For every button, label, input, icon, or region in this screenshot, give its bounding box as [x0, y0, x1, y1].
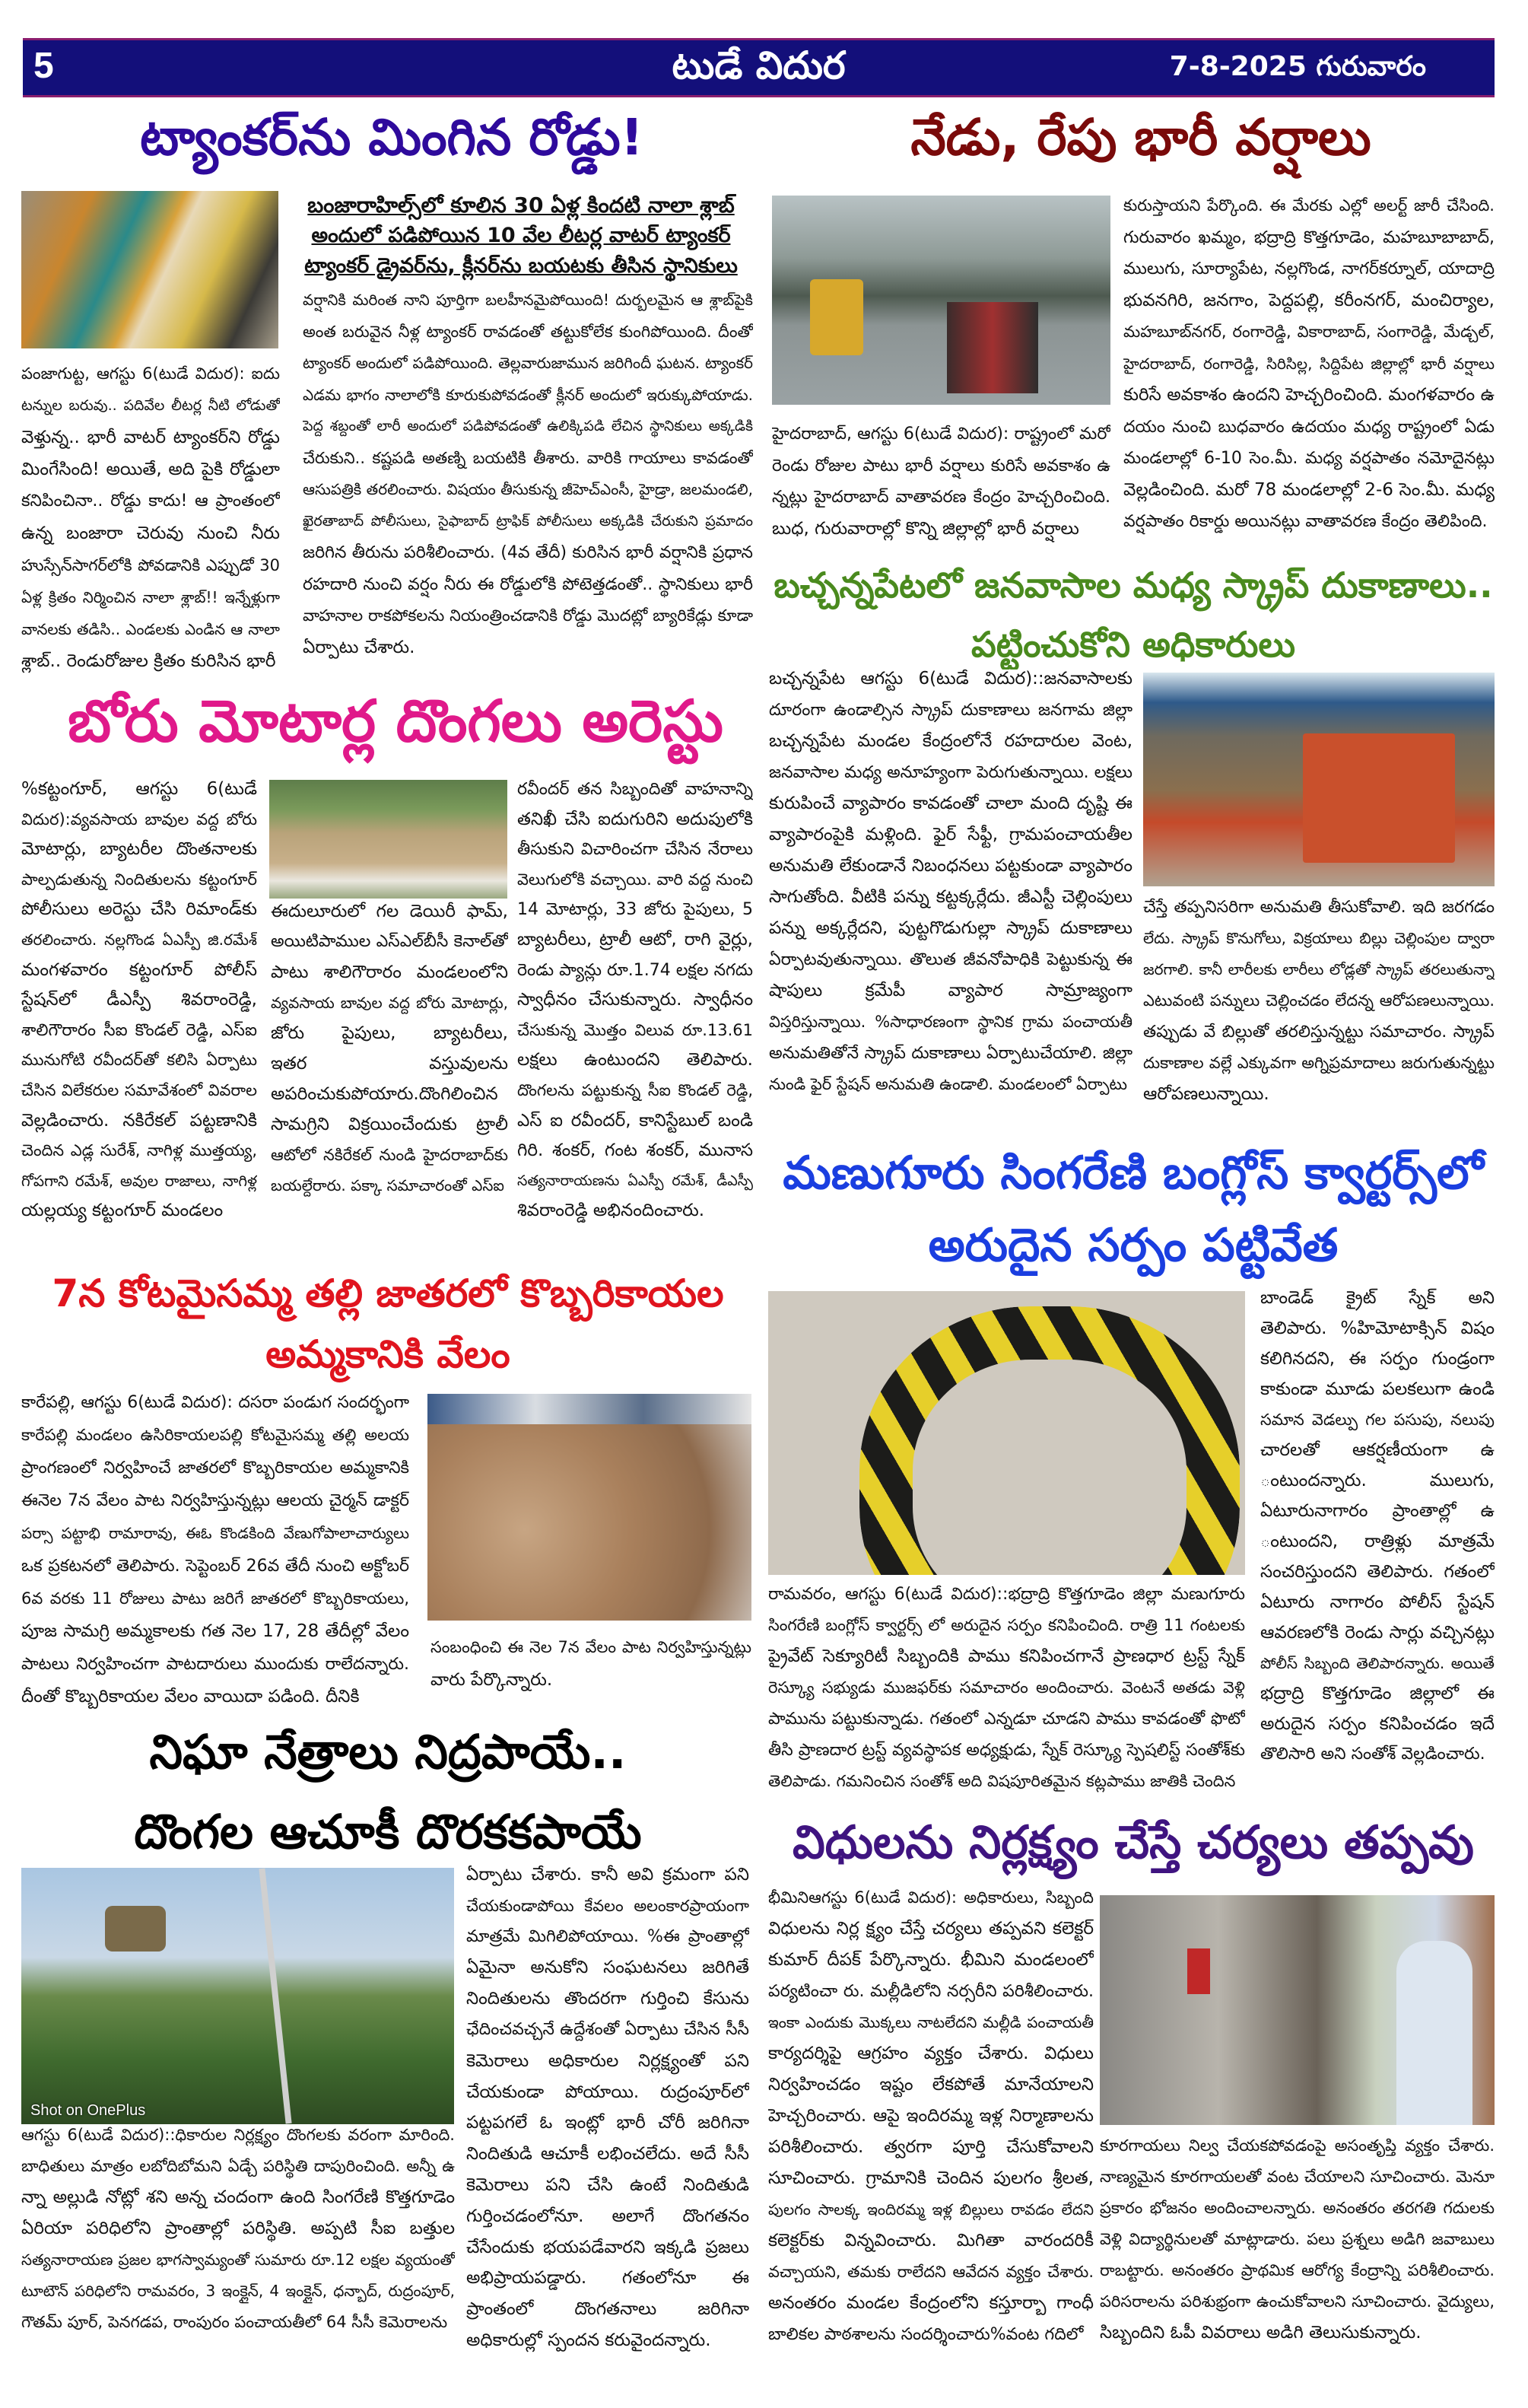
text-line: ఎడమ భాగం నాలాలోకి కూరుకుపోవడంతో క్లీనర్ అందులో ఇరుక్కుపోయాడు.	[303, 385, 753, 404]
text-line: 14 మోటార్లు, 33 జోరు పైపులు, 5	[517, 900, 753, 920]
text-line: చేసేందుకు భయపడేవారని ఇక్కడి ప్రజలు	[466, 2237, 749, 2257]
headline	[768, 1815, 1498, 1879]
text-line: నిందితులను తొందరగా గుర్తించి కేసును	[466, 1989, 749, 2009]
text-line: తెలిపాడు. గమనించిన సంతోశ్ అది విషపూరితమైన కట్లపాము జాతికి చెందిన	[768, 1772, 1236, 1790]
text-line: చేసిన విలేకరుల సమావేశంలో వివరాల	[21, 1080, 257, 1099]
text-line: న్నట్లు హైదరాబాద్ వాతావరణ కేంద్రం హెచ్చరించింది.	[772, 488, 1110, 507]
article-body-right	[303, 285, 753, 663]
text-line: రెస్క్యూ సభ్యుడు ముజఫర్‌కు సమాచారం అందించారు. వెంటనే అతడు వెళ్లి	[768, 1678, 1245, 1697]
text-line: భువనగిరి, జనగాం, పెద్దపల్లి, కరీంనగర్, మంచిర్యాల,	[1123, 290, 1495, 310]
text-line: బాలికల పాఠశాలను సందర్శించారు%వంట గదిలో	[768, 2325, 1084, 2344]
text-line: ఏటూరు నాగారం పోలీస్ స్టేషన్	[1260, 1592, 1495, 1612]
text-line: కార్యదర్శిపై ఆగ్రహం వ్యక్తం చేశారు. విధులు	[768, 2044, 1094, 2063]
text-line: అనుమతితోనే స్క్రాప్ దుకాణాలు ఏర్పాటుచేయాలి. జిల్లా	[769, 1044, 1132, 1063]
text-line: ంటుందన్నారు. ములుగు,	[1260, 1471, 1495, 1490]
text-line: వాహనాల రాకపోకలను నియంత్రించడానికి రోడ్డు మొదట్లో బ్యారికేడ్లు కూడా	[303, 606, 753, 625]
text-line: ఒక ప్రకటనలో తెలిపారు. సెప్టెంబర్ 26వ తేదీ నుంచి అక్టోబర్	[21, 1557, 409, 1576]
scrap-truck-photo	[1143, 673, 1495, 886]
text-line: పర్యటించా రు. మల్లీడిలోని నర్సరీని పరిశీలించారు.	[768, 1982, 1094, 2001]
text-line: హెచ్చరించారు. ఆపై ఇందిరమ్మ ఇళ్ల నిర్మాణాలను	[768, 2106, 1094, 2126]
text-line: ములుగు, సూర్యాపేట, నల్లగొండ, నాగర్‌కర్నూల్, యాదాద్రి	[1123, 259, 1495, 278]
text-line: బ్యాటరీలు, ట్రాలీ ఆటో, రాగి వైర్లు,	[517, 929, 753, 950]
text-line: తప్పుడు వే బిల్లుతో తరలిస్తున్నట్టు సమాచారం. స్క్రాప్	[1143, 1023, 1495, 1042]
text-line: వానలకు తడిసి.. ఎండలకు ఎండిన ఆ నాలా	[21, 620, 280, 638]
text-line: పన్ను అక్కర్లేదని, పుట్టగొడుగుల్లా స్క్రాప్ దుకాణాలు	[769, 918, 1132, 938]
text-line: గిరి. శంకర్, గంట శంకర్, మునాస	[517, 1140, 753, 1161]
text-line: కలిగినదని, ఈ సర్పం గుండ్రంగా	[1260, 1349, 1495, 1369]
headline-line: దొంగల ఆచూకీ దొరకకపాయే	[134, 1804, 642, 1859]
text-line: సూచించారు. గ్రామానికి చెందిన పులగం శ్రీలత,	[768, 2168, 1094, 2188]
text-line: శాలిగౌరారం సీఐ కొండల్ రెడ్డి, ఎస్ఐ	[21, 1020, 257, 1040]
text-line: సంచరిస్తుందని తెలిపారు. గతంలో	[1260, 1562, 1495, 1582]
article-col-2	[271, 896, 508, 1201]
text-line: ఈనెల 7న వేలం పాట నిర్వహిస్తున్నట్లు ఆలయ చైర్మన్ డాక్టర్	[21, 1491, 409, 1510]
text-line: ఏర్పాటు చేశారు. కానీ అవి క్రమంగా పని	[466, 1865, 749, 1885]
text-line: సత్యనారాయణ ప్రజల భాగస్వామ్యంతో సుమారు రూ.12 లక్షల వ్యయంతో	[21, 2251, 455, 2269]
text-line: అనుమతి లేకుండానే నిబంధనలు పట్టకుండా వ్యాపారం	[769, 856, 1132, 876]
text-line: కాకుండా మూడు పలకలుగా ఉండి	[1260, 1379, 1495, 1399]
headline-line: 7న కోటమైసమ్మ తల్లి జాతరలో కొబ్బరికాయల	[52, 1271, 724, 1315]
photo-watermark: Shot on OnePlus	[30, 2102, 146, 2119]
text-line: నిందితుడి ఆచూకీ లభించలేదు. అదే సీసీ	[466, 2144, 749, 2165]
text-line: బచ్చన్నపేట ఆగస్టు 6(టుడే విదుర)::జనవాసాలకు	[769, 669, 1132, 689]
text-line: గురువారం ఖమ్మం, భద్రాద్రి కొత్తగూడెం, మహబూబాబాద్,	[1123, 227, 1495, 247]
text-line: రెండు రోజుల పాటు భారీ వర్షాలు కురిసే అవకాశం ఉ	[772, 456, 1110, 476]
text-line: మింగేసింది! అయితే, అది పైకి రోడ్డులా	[21, 460, 280, 479]
text-line: రాబట్టారు. అనంతరం ప్రాథమిక ఆరోగ్య కేంద్రాన్ని పరిశీలించారు.	[1100, 2261, 1495, 2279]
text-line: చేయకుండా పోయాయి. రుద్రంపూర్‌లో	[466, 2082, 749, 2102]
paper-logo: టుడే విదుర	[672, 43, 846, 87]
text-line: 6వ వరకు 11 రోజులు పాటు జరిగే జాతరలో కొబ్బరికాయలు,	[21, 1589, 409, 1608]
text-line: వెళ్లి విద్యార్థినులతో మాట్లాడారు. పలు ప్రశ్నలు అడిగి జవాబులు	[1100, 2230, 1495, 2248]
text-line: చేయకుండాపోయి కేవలం అలంకారప్రాయంగా	[466, 1896, 749, 1915]
text-line: టన్నుల బరువు.. పదివేల లీటర్ల నీటి లోడుతో	[21, 397, 280, 414]
article-body-below	[772, 418, 1110, 545]
headline	[768, 1137, 1498, 1282]
text-line: గోపగాని రమేశ్, అవుల రాజాలు, నాగిళ్ల	[21, 1171, 257, 1190]
text-line: పరిశీలించారు. త్వరగా పూర్తి చేసుకోవాలని	[768, 2137, 1094, 2157]
headline-line: బచ్చన్నపేటలో జనవాసాల మధ్య స్క్రాప్ దుకాణాలు..	[774, 565, 1493, 606]
text-line: మంగళవారం కట్టంగూర్ పోలీస్	[21, 959, 257, 980]
text-line: పెద్ద శబ్దంతో లారీ అందులో పడిపోవడంతో ఉలిక్కిపడి లేచిన స్థానికులు అక్కడికి	[303, 418, 753, 434]
text-line: రామవరం, ఆగస్టు 6(టుడే విదుర)::భద్రాద్రి కొత్తగూడెం జిల్లా మణుగూరు	[768, 1585, 1245, 1604]
text-line: కురిసే అవకాశం ఉందని హెచ్చరించింది. మంగళవారం ఉ	[1123, 385, 1495, 405]
tanker-photo	[21, 191, 278, 348]
text-line: కూరగాయలు నిల్వ చేయకపోవడంపై అసంతృప్తి వ్యక్తం చేశారు.	[1100, 2136, 1495, 2155]
text-line: స్టేషన్‌లో డీఎస్పీ శివరాంరెడ్డి,	[21, 990, 257, 1010]
text-line: వెల్లడించారు. నకిరేకల్ పట్టణానికి	[21, 1110, 257, 1131]
text-line: ఇతర వస్తువులను	[271, 1054, 508, 1074]
article-body-right	[1123, 190, 1495, 538]
text-line: దయం నుంచి బుధవారం ఉదయం మధ్య రాష్ట్రంలో ఏడు	[1123, 417, 1495, 437]
article-body	[21, 1386, 409, 1713]
cctv-pole-photo	[21, 1868, 454, 2124]
headline	[772, 555, 1495, 670]
text-line: ప్రాంతంలో దొంగతనాలు జరిగినా	[466, 2299, 749, 2320]
text-line: సామగ్రిని విక్రయించేందుకు ట్రాలీ	[271, 1115, 508, 1134]
text-line: ఆగస్టు 6(టుడే విదుర)::ధికారుల నిర్లక్ష్యం దొంగలకు వరంగా మారింది.	[21, 2126, 455, 2144]
headline	[76, 107, 707, 183]
text-line: అధికారుల్లో స్పందన కరువైందన్నారు.	[466, 2330, 711, 2350]
text-line: హుస్సేన్‌సాగర్‌లోకి పోవడానికి ఎప్పుడో 30	[21, 556, 280, 574]
text-line: ఆటోలో నకిరేకల్ నుండి హైదరాబాద్‌కు	[271, 1146, 508, 1164]
text-line: హైదరాబాద్, రంగారెడ్డి, సిరిసిల్ల, సిద్దిపేట జిల్లాల్లో భారీ వర్షాలు	[1123, 354, 1495, 373]
text-line: తనిఖీ చేసి ఐదుగురిని అదుపులోకి	[517, 809, 753, 829]
text-line: అరుదైన సర్పం కనిపించడం ఇదే	[1260, 1714, 1495, 1734]
headline-line: విధులను నిర్లక్ష్యం చేస్తే చర్యలు తప్పవు	[793, 1816, 1474, 1869]
text-line: కుమార్ దీపక్ పేర్కొన్నారు. భీమిని మండలంలో	[768, 1950, 1094, 1970]
page-number: 5	[33, 46, 54, 86]
article-body-left	[21, 358, 280, 677]
text-line: బాండెడ్ క్రైట్ స్నేక్ అని	[1260, 1288, 1495, 1308]
headline-line: అరుదైన సర్పం పట్టివేత	[928, 1219, 1339, 1272]
text-line: రెండు ప్యాన్లు రూ.1.74 లక్షల నగదు	[517, 960, 753, 980]
text-line: బచ్చన్నపేట మండల కేంద్రంలోనే రహదారుల వెంట,	[769, 731, 1132, 751]
text-line: సమాన వెడల్పు గల పసుపు, నలుపు	[1260, 1411, 1495, 1429]
subhead	[304, 190, 738, 282]
text-line: పాటు శాలిగౌరారం మండలంలోని	[271, 962, 508, 982]
text-line: అపరించుకుపోయారు.దొంగిలించిన	[271, 1084, 498, 1104]
text-line: తీసి ప్రాణదార ట్రస్ట్ వ్యవస్థాపక అధ్యక్షుడు, స్నేక్ రెస్క్యూ స్పెషలిస్ట్ సంతోశ్‌కు	[768, 1741, 1245, 1760]
text-line: పట్టపగలే ఓ ఇంట్లో భారీ చోరీ జరిగినా	[466, 2113, 749, 2133]
text-line: విదుర):వ్యవసాయ బావుల వద్ద బోరు	[21, 810, 257, 829]
snake-photo	[768, 1291, 1245, 1575]
text-line: ఏమైనా అనుకోని సంఘటనలు జరిగితే	[466, 1958, 749, 1978]
text-line: ఆరోపణలున్నాయి.	[1143, 1084, 1269, 1104]
text-line: కలెక్టర్‌కు విన్నవించారు. మిగితా వారందరికీ	[768, 2231, 1094, 2251]
text-line: అనంతరం మండల కేంద్రంలోని కస్తూర్బా గాంధీ	[768, 2293, 1094, 2313]
text-line: నాణ్యమైన కూరగాయలతో వంట చేయాలని సూచించారు. మెనూ	[1100, 2168, 1495, 2186]
text-line: మునుగోటి రవీందర్‌తో కలిసి ఏర్పాటు	[21, 1051, 257, 1070]
article-body-right	[466, 1859, 749, 2356]
article-body-below	[21, 2120, 455, 2338]
text-line: కెమెరాలు పని చేసి ఉంటే నిందితుడి	[466, 2174, 749, 2195]
text-line: తరలించారు. నల్లగొండ ఏఎస్పీ జి.రమేశ్	[21, 930, 257, 949]
headline	[23, 1263, 753, 1385]
headline-line: నిఘా నేత్రాలు నిద్రపాయే..	[149, 1724, 627, 1780]
text-line: వర్షానికి మరింత నాని పూర్తిగా బలహీనమైపోయింది! దుర్బలమైన ఆ శ్లాబ్‌పైకి	[303, 291, 753, 309]
text-line: తెలిపారు. %హిమోటాక్సిన్ విషం	[1260, 1319, 1495, 1338]
text-line: రవీందర్ తన సిబ్బందితో వాహనాన్ని	[517, 780, 753, 799]
text-line: చారలతో ఆకర్షణీయంగా ఉ	[1260, 1440, 1495, 1460]
text-line: శ్లాబ్.. రెండురోజుల క్రితం కురిసిన భారీ	[21, 651, 276, 671]
text-line: ప్రకారం భోజనం అందించాలన్నారు. అనంతరం తరగతి గదులకు	[1100, 2199, 1495, 2217]
text-line: జోరు పైపులు, బ్యాటరీలు,	[271, 1023, 508, 1043]
text-line: ఆసుపత్రికి తరలించారు. విషయం తీసుకున్న జీహెచ్ఎంసీ, హైడ్రా, జలమండలి,	[303, 480, 753, 498]
text-line: ంటుందని, రాత్రిళ్లు మాత్రమే	[1260, 1532, 1495, 1551]
text-line: హైదరాబాద్, ఆగస్టు 6(టుడే విదుర): రాష్ట్రంలో మరో	[772, 425, 1110, 444]
text-line: నుండి ఫైర్ స్టేషన్ అనుమతి ఉండాలి. మండలంలో ఏర్పాటు	[769, 1075, 1128, 1093]
text-line: దుకాణాల వల్లే ఎక్కువగా అగ్నిప్రమాదాలు జరుగుతున్నట్టు	[1143, 1054, 1495, 1072]
rain-photo	[772, 196, 1110, 405]
text-line: వెలుగులోకి వచ్చాయి. వారి వద్ద నుంచి	[517, 870, 753, 889]
text-line: జరిగిన తీరును పరిశీలించారు. (4వ తేదీ) కురిసిన భారీ వర్షానికి ప్రధాన	[303, 543, 753, 562]
text-line: సత్యనారాయణను ఏఎస్పీ రమేశ్, డీఎస్పీ	[517, 1172, 753, 1189]
text-line: కనిపించినా.. రోడ్డు కాదు! ఆ ప్రాంతంలో	[21, 491, 280, 511]
text-line: విధులను నిర్ల క్ష్యం చేస్తే చర్యలు తప్పవని కలెక్టర్	[768, 1919, 1094, 1939]
text-line: రహదారి నుంచి వర్షం నీరు ఈ రోడ్డులోకి పోటెత్తడంతో.. స్థానికులు భారీ	[303, 574, 753, 594]
text-line: జనవాసాల మధ్య అనూహ్యంగా పెరుగుతున్నాయి. లక్షలు	[769, 763, 1132, 782]
text-line: ఆవరణలోకి రెండు సార్లు వచ్చినట్లు	[1260, 1623, 1495, 1643]
text-line: కురుస్తాయని పేర్కొంది. ఈ మేరకు ఎల్లో అలర్ట్ జారీ చేసింది.	[1123, 196, 1495, 215]
text-line: చేరుకుని.. కష్టపడి అతణ్ని బయటికి తీశారు. వారికి గాయాలు కావడంతో	[303, 448, 753, 467]
photo-caption	[430, 1631, 751, 1697]
inspection-photo	[1100, 1895, 1495, 2125]
text-line: వర్షపాతం రికార్డు అయినట్లు వాతావరణ కేంద్రం తెలిపింది.	[1123, 512, 1488, 531]
text-line: ఎటువంటి పన్నులు చెల్లించడం లేదన్న ఆరోపణలున్నాయి.	[1143, 991, 1495, 1010]
headline-line: అమ్మకానికి వేలం	[265, 1332, 510, 1376]
text-line: ఏరియా పరిధిలోని ప్రాంతాల్లో పరిస్థితి. అప్పటి సీఐ బత్తుల	[21, 2219, 455, 2238]
text-line: వచ్చాయని, తమకు రాలేదని ఆవేదన వ్యక్తం చేశారు.	[768, 2263, 1094, 2281]
text-line: పంజాగుట్ట, ఆగస్టు 6(టుడే విదుర): ఐదు	[21, 364, 280, 383]
headline-line: మణుగూరు సింగరేణి బంగ్లోస్ క్వార్టర్స్‌లో	[783, 1147, 1484, 1200]
article-body-below	[768, 1579, 1245, 1797]
text-line: న్నా అల్లుడి నోట్లో శని అన్న చందంగా ఉంది సింగరేణి కొత్తగూడెం	[21, 2187, 455, 2207]
text-line: లక్షలు ఉంటుందని తెలిపారు.	[517, 1050, 753, 1070]
text-line: విస్తరిస్తున్నాయి. %సాధారణంగా స్థానిక గ్రామ పంచాయతీ	[769, 1013, 1132, 1031]
text-line: భద్రాద్రి కొత్తగూడెం జిల్లాలో ఈ	[1260, 1684, 1495, 1703]
article-body-below	[1100, 2130, 1495, 2349]
text-line: నిర్వహించడం ఇష్టం లేకపోతే మానేయాలని	[768, 2075, 1094, 2095]
text-line: ప్రాంగణంలో నిర్వహించే జాతరలో కొబ్బరికాయల అమ్మకానికి	[21, 1458, 409, 1478]
text-line: షాపులు క్రమేపీ వ్యాపార సామ్రాజ్యంగా	[769, 981, 1132, 1000]
text-line: పామును పట్టుకున్నాడు. గతంలో ఎన్నడూ చూడని పాము కావడంతో ఫొటో	[768, 1710, 1245, 1729]
text-line: టూటౌన్ పరిధిలోని రామవరం, 3 ఇంక్లైన్, 4 ఇంక్లైన్, ధన్బాద్, రుద్రంపూర్,	[21, 2282, 455, 2300]
text-line: ఉన్న బంజారా చెరువు నుంచి నీరు	[21, 523, 280, 543]
headline	[46, 1712, 730, 1872]
text-line: అభిప్రాయపడ్డారు. గతంలోనూ ఈ	[466, 2268, 749, 2289]
text-line: ఎస్ ఐ రవీందర్, కానిస్టేబుల్ బండి	[517, 1110, 753, 1131]
text-line: వారు పేర్కొన్నారు.	[430, 1670, 553, 1690]
headline-line: నేడు, రేపు భారీ వర్షాలు	[910, 108, 1371, 167]
text-line: పరిసరాలను పరిశుభ్రంగా ఉంచుకోవాలని సూచించారు. వైద్యులు,	[1100, 2292, 1495, 2311]
text-line: స్వాధీనం చేసుకున్నారు. స్వాధీనం	[517, 990, 753, 1010]
issue-date: 7-8-2025 గురువారం	[1169, 51, 1426, 82]
text-line: వ్యవసాయ బావుల వద్ద బోరు మోటార్లు,	[271, 994, 508, 1012]
text-line: ఇంకా ఎందుకు మొక్కలు నాటలేదని మల్లీడి పంచాయతీ	[768, 2013, 1094, 2031]
text-line: బంజారాహిల్స్‌లో కూలిన 30 ఏళ్ల కిందటి నాలా శ్లాబ్	[307, 192, 735, 218]
text-line: బుధ, గురువారాల్లో కొన్ని జిల్లాల్లో భారీ వర్షాలు	[772, 518, 1079, 539]
text-line: గౌతమ్ పూర్, పెనగడప, రాంపురం పంచాయతీలో 64 సీసీ కెమెరాలను	[21, 2313, 448, 2331]
text-line: ఏళ్ల క్రితం నిర్మించిన నాలా శ్లాబ్!! ఇన్నేళ్లుగా	[21, 588, 280, 606]
headline-line: ట్యాంకర్‌ను మింగిన రోడ్డు!	[140, 108, 643, 167]
text-line: ట్యాంకర్ డ్రైవర్‌ను, క్లీనర్‌ను బయటకు తీసిన స్థానికులు	[304, 254, 738, 278]
headline-line: పట్టించుకోని అధికారులు	[971, 624, 1295, 665]
text-line: మహబూబ్‌నగర్, రంగారెడ్డి, వికారాబాద్, సంగారెడ్డి, మేడ్చల్,	[1123, 323, 1495, 341]
text-line: అంత బరువైన నీళ్ల ట్యాంకర్ రావడంతో తట్టుకోలేక కుంగిపోయింది. దీంతో	[303, 322, 753, 341]
text-line: పోలీసులు అరెస్టు చేసి రిమాండ్‌కు	[21, 899, 257, 920]
text-line: మండలాల్లో 6-10 సెం.మీ. మధ్య వర్షపాతం నమోదైనట్లు	[1123, 449, 1495, 468]
text-line: పర్సా పట్టాభి రామారావు, ఈఓ కొండకింది వేణుగోపాలాచార్యులు	[21, 1524, 409, 1542]
text-line: అయిటిపాముల ఎస్ఎల్‌బీసీ కెనాల్‌తో	[271, 932, 508, 951]
text-line: యల్లయ్య కట్టంగూర్ మండలం	[21, 1201, 224, 1221]
text-line: సిబ్బందిని ఓపీ వివరాలు అడిగి తెలుసుకున్నారు.	[1100, 2323, 1422, 2343]
headline	[867, 107, 1415, 183]
text-line: ఏటూరునాగారం ప్రాంతాల్లో ఉ	[1260, 1501, 1495, 1521]
headline	[30, 685, 761, 768]
article-body-right	[1260, 1283, 1495, 1770]
text-line: జరగాలి. కానీ లారీలకు లారీలు లోడ్లతో స్క్రాప్ తరలుతున్నా	[1143, 960, 1495, 978]
text-line: భీమినిఆగస్టు 6(టుడే విదుర): అధికారులు, సిబ్బంది	[768, 1888, 1094, 1907]
masthead	[23, 38, 1495, 97]
text-line: గుర్తించడంలోనూ. అలాగే దొంగతనం	[466, 2206, 749, 2226]
text-line: %కట్టంగూర్, ఆగస్టు 6(టుడే	[21, 779, 257, 799]
coconuts-photo	[427, 1394, 751, 1621]
text-line: లేదు. స్క్రాప్ కొనుగోలు, విక్రయాలు బిల్లు చెల్లింపుల ద్వారా	[1143, 929, 1495, 947]
text-line: దొంగలను పట్టుకున్న సీఐ కొండల్ రెడ్డి,	[517, 1080, 753, 1099]
text-line: దూరంగా ఉండాల్సిన స్క్రాప్ దుకాణాలు జనగామ జిల్లా	[769, 701, 1132, 720]
text-line: పులగం సాలక్క ఇందిరమ్మ ఇళ్ల బిల్లులు రావడం లేదని	[768, 2200, 1094, 2219]
article-body-left	[769, 663, 1132, 1100]
text-line: పూజ సామగ్రి అమ్మకాలకు గత నెల 17, 28 తేదీల్లో వేలం	[21, 1621, 409, 1641]
text-line: సంబంధించి ఈ నెల 7న వేలం పాట నిర్వహిస్తున్నట్లు	[430, 1638, 751, 1656]
article-body-left	[768, 1882, 1094, 2350]
text-line: పాల్పడుతున్న నిందితులను కట్టంగూర్	[21, 870, 257, 889]
text-line: ఈదులూరులో గల డెయిరీ ఫామ్,	[271, 902, 508, 921]
text-line: చేసుకున్న మొత్తం విలువ రూ.13.61	[517, 1020, 753, 1039]
text-line: తొలిసారి అని సంతోశ్ వెల్లడించారు.	[1260, 1745, 1485, 1764]
text-line: కెమెరాలు అధికారుల నిర్లక్ష్యంతో పని	[466, 2050, 749, 2071]
text-line: చేస్తే తప్పనిసరిగా అనుమతి తీసుకోవాలి. ఇది జరగడం	[1143, 898, 1495, 917]
text-line: ట్యాంకర్ అందులో పడిపోయింది. తెల్లవారుజామున జరిగిందీ ఘటన. ట్యాంకర్	[303, 354, 753, 372]
article-col-1	[21, 775, 257, 1226]
text-line: ప్రైవేట్ సెక్యూరిటీ సిబ్బందికి పాము కనిపించగానే ప్రాణధార ట్రస్ట్ స్నేక్	[768, 1646, 1245, 1666]
text-line: మోటార్లు, బ్యాటరీల దొంతనాలకు	[21, 839, 257, 860]
text-line: పోలీస్ సిబ్బంది తెలిపారన్నారు. అయితే	[1260, 1654, 1495, 1672]
text-line: శివరాంరెడ్డి అభినందించారు.	[517, 1201, 705, 1221]
text-line: వెల్లడించింది. మరో 78 మండలాల్లో 2-6 సెం.మీ. మధ్య	[1123, 479, 1495, 500]
text-line: కురుపించే వ్యాపారం కావడంతో చాలా మంది దృష్టి ఈ	[769, 794, 1132, 813]
text-line: అందులో పడిపోయిన 10 వేల లీటర్ల వాటర్ ట్యాంకర్	[311, 224, 731, 247]
text-line: ఏర్పాటు చేశారు.	[303, 637, 415, 657]
article-body-right	[1143, 892, 1495, 1110]
text-line: బయల్దేరారు. పక్కా సమాచారంతో ఎస్ఐ	[271, 1176, 504, 1194]
text-line: పాటలు నిర్వహించగా పాటదారులు ముందుకు రాలేదన్నారు.	[21, 1655, 409, 1674]
text-line: ఛేదించవచ్చనే ఉద్దేశంతో ఏర్పాటు చేసిన సీసీ	[466, 2019, 749, 2039]
text-line: తీసుకుని విచారించగా చేసిన నేరాలు	[517, 840, 753, 860]
text-line: ఖైరతాబాద్ పోలీసులు, సైఫాబాద్ ట్రాఫిక్ పోలీసులు అక్కడికి చేరుకుని ప్రమాదం	[303, 512, 753, 530]
text-line: బాధితులు మాత్రం లబోదిబోమని ఏడ్చే పరిస్థితి దాపురించింది. అన్నీ ఉ	[21, 2157, 455, 2175]
text-line: సింగరేణి బంగ్లోస్ క్వార్టర్స్ లో అరుదైన సర్పం కనిపించింది. రాత్రి 11 గంటలకు	[768, 1616, 1245, 1634]
text-line: సాగుతోంది. వీటికి పన్ను కట్టక్కర్లేదు. జీఎస్టీ చెల్లింపులు	[769, 887, 1132, 907]
article-col-3	[517, 775, 753, 1226]
text-line: వెళ్తున్న.. భారీ వాటర్ ట్యాంకర్‌ని రోడ్డు	[21, 428, 280, 447]
text-line: చెందిన ఎడ్ల సురేశ్, నాగిళ్ల ముత్తయ్య,	[21, 1141, 257, 1160]
text-line: మాత్రమే మిగిలిపోయాయి. %ఈ ప్రాంతాల్లో	[466, 1926, 749, 1946]
text-line: ఏర్పాటవుతున్నాయి. తొలుత జీవనోపాధికి పెట్టుకున్న ఈ	[769, 950, 1132, 969]
headline-line: బోరు మోటార్ల దొంగలు అరెస్టు	[68, 687, 723, 755]
text-line: కారేపల్లి మండలం ఉసిరికాయలపల్లి కోటమైసమ్మ తల్లి అలయ	[21, 1426, 409, 1444]
text-line: వ్యాపారంపైకి మళ్లింది. ఫైర్ సేఫ్టీ, గ్రామపంచాయతీల	[769, 825, 1132, 845]
text-line: కారేపల్లి, ఆగస్టు 6(టుడే విదుర): దసరా పండుగ సందర్భంగా	[21, 1393, 409, 1412]
police-press-meet-photo	[269, 780, 507, 899]
text-line: దీంతో కొబ్బరికాయల వేలం వాయిదా పడింది. దీనికి	[21, 1687, 360, 1707]
